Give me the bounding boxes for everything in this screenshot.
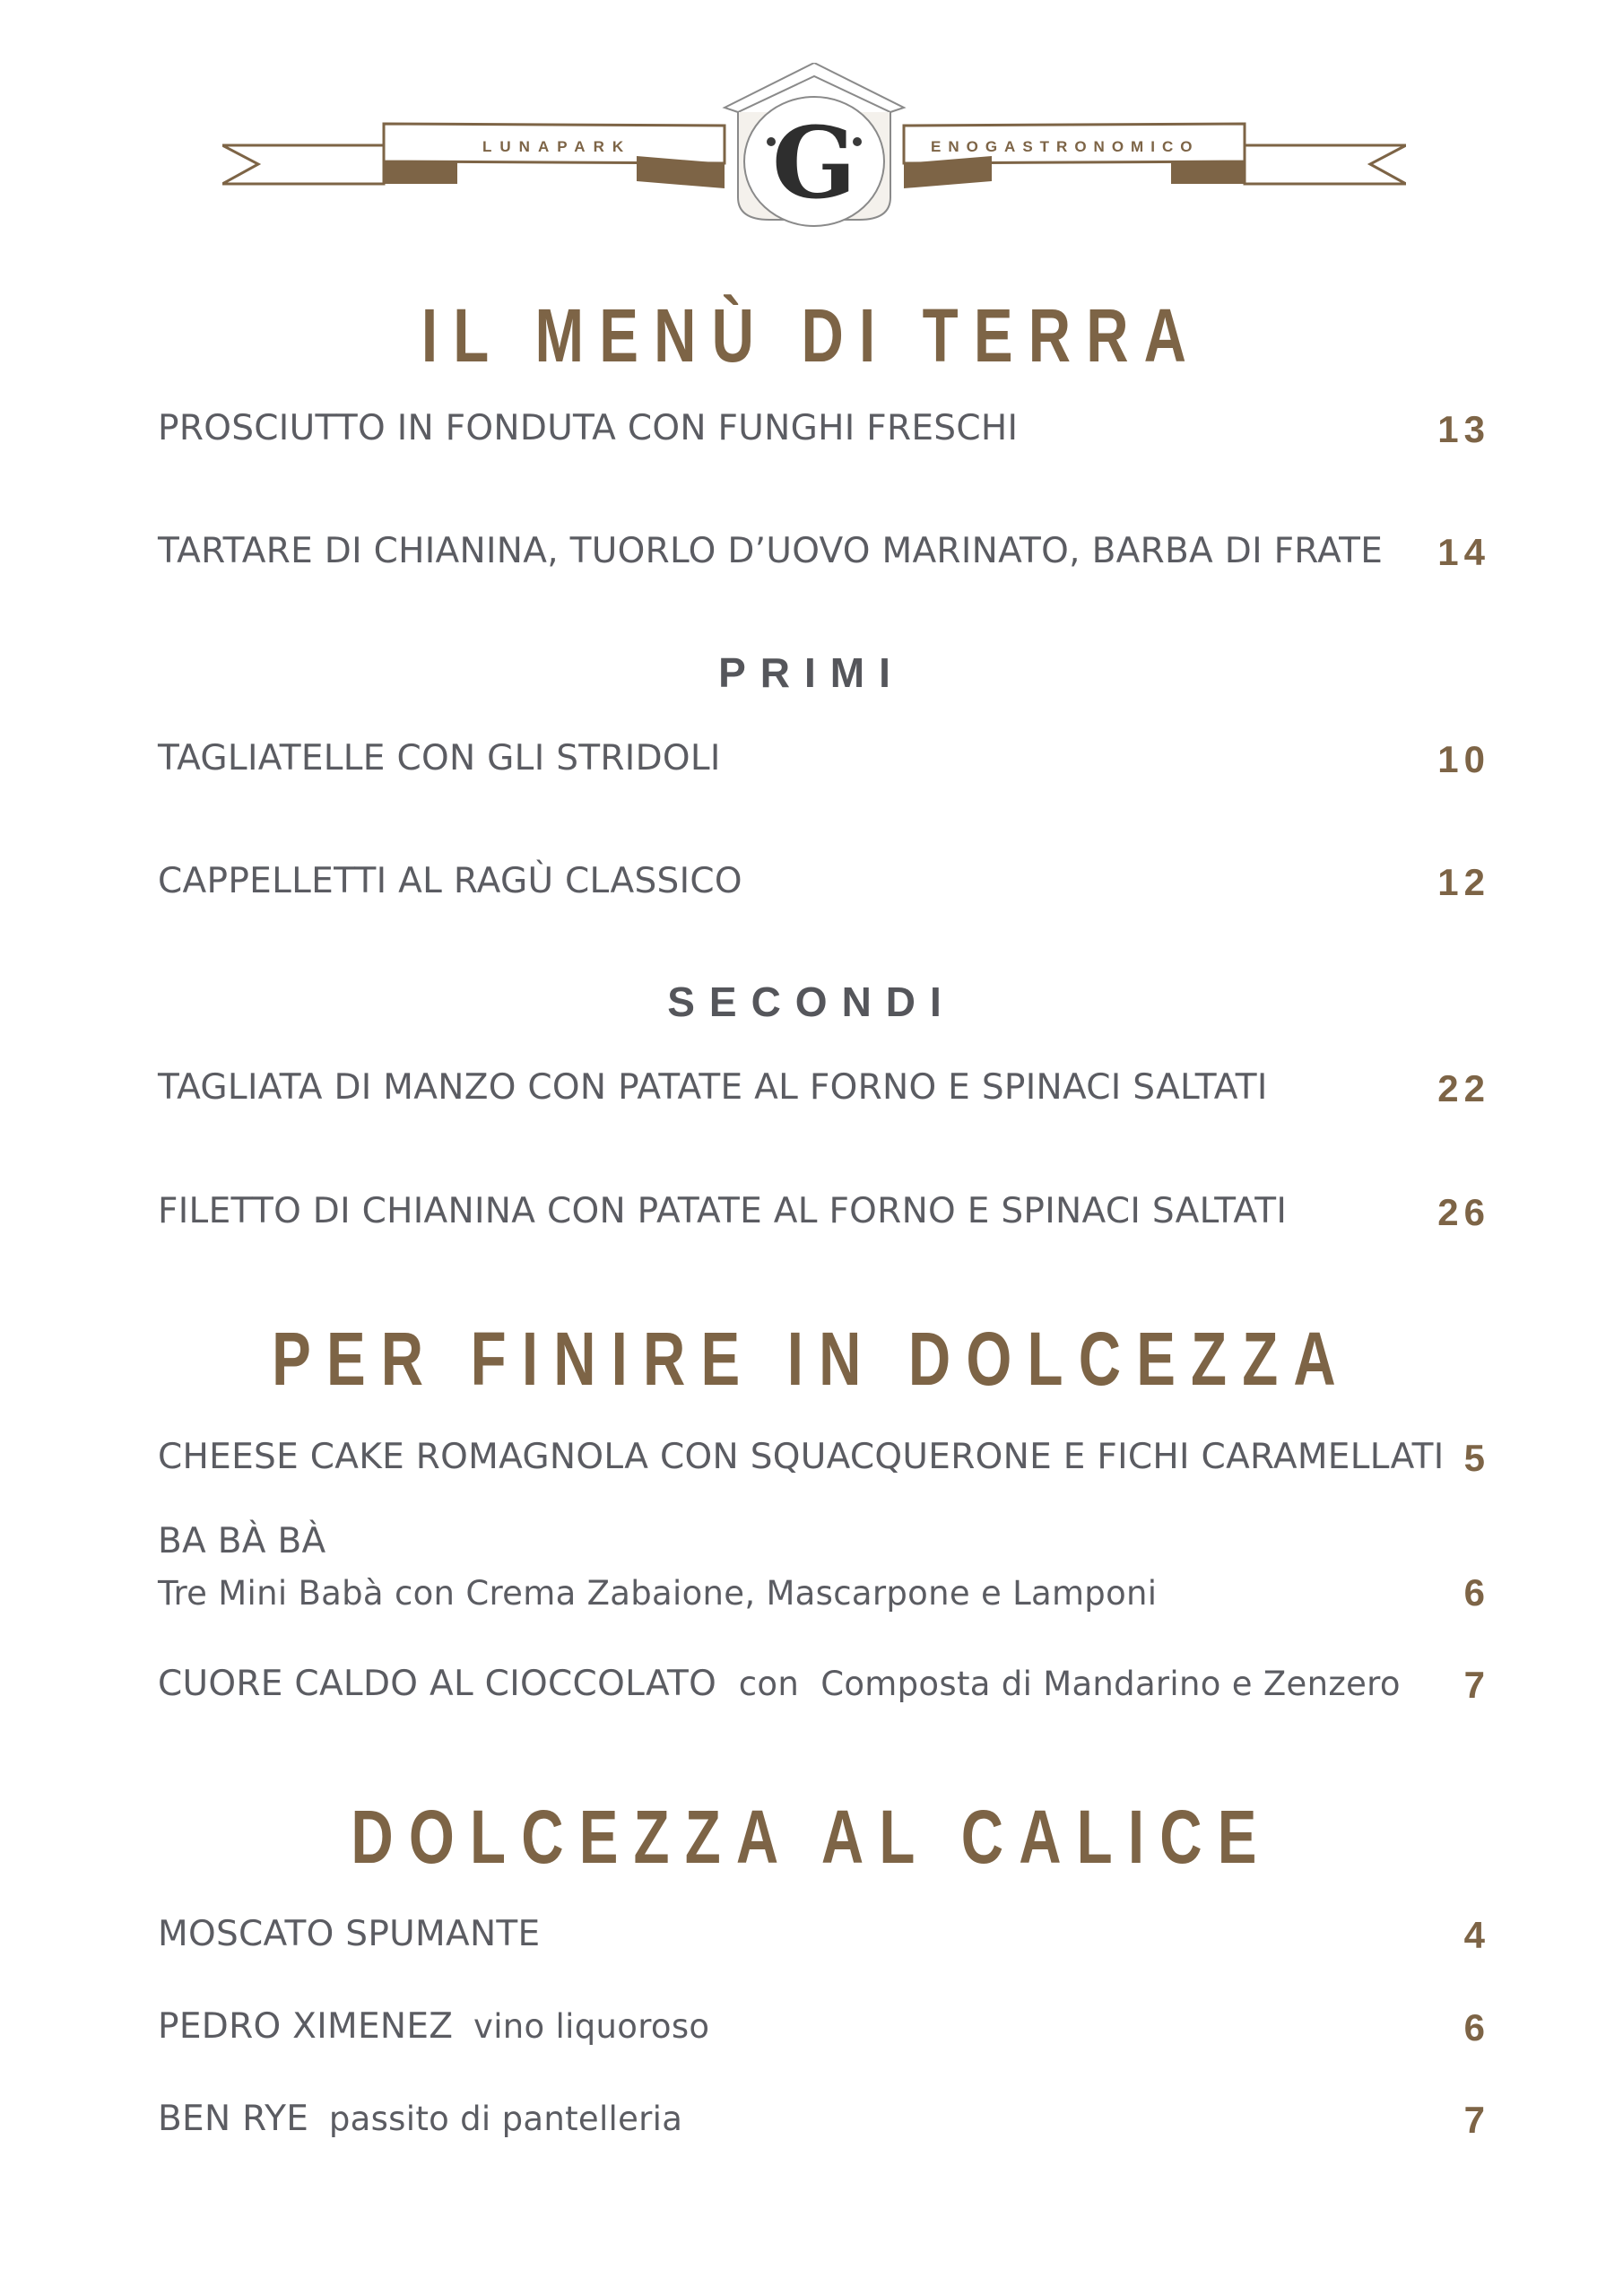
menu-item-bababa xyxy=(158,1522,1503,1613)
item-name: TAGLIATA DI MANZO CON PATATE AL FORNO E SPINACI SALTATI xyxy=(158,1067,1268,1108)
item-name: BEN RYE xyxy=(158,2099,309,2139)
section-title-primi: PRIMI xyxy=(718,649,905,696)
item-description: Tre Mini Babà con Crema Zabaione, Mascarpone e Lamponi xyxy=(158,1574,1158,1613)
price-filetto: 26 xyxy=(1437,1191,1490,1233)
menu-item-moscato xyxy=(158,1915,1503,1954)
item-name: PROSCIUTTO IN FONDUTA CON FUNGHI FRESCHI xyxy=(158,408,1019,448)
menu-item-pedro-ximenez xyxy=(158,2007,1503,2047)
item-description: passito di pantelleria xyxy=(328,2100,683,2138)
price-cuore-caldo: 7 xyxy=(1463,1664,1490,1706)
section-title-terra: IL MENÙ DI TERRA xyxy=(421,293,1202,378)
section-title-dolcezza: PER FINIRE IN DOLCEZZA xyxy=(272,1317,1351,1401)
item-name: PEDRO XIMENEZ xyxy=(158,2006,454,2047)
lunapark-logo xyxy=(222,63,1406,229)
price-prosciutto: 13 xyxy=(1437,408,1490,450)
menu-item-cuore-caldo xyxy=(158,1665,1503,1704)
item-name: MOSCATO SPUMANTE xyxy=(158,1914,541,1954)
price-moscato: 4 xyxy=(1463,1914,1490,1956)
section-title-secondi: SECONDI xyxy=(667,978,956,1025)
price-ben-rye: 7 xyxy=(1463,2099,1490,2141)
price-tartare: 14 xyxy=(1437,531,1490,573)
item-name: TARTARE DI CHIANINA, TUORLO D’UOVO MARINATO, BARBA DI FRATE xyxy=(158,531,1384,571)
item-name: FILETTO DI CHIANINA CON PATATE AL FORNO E SPINACI SALTATI xyxy=(158,1191,1288,1231)
logo-right-text: ENOGASTRONOMICO xyxy=(931,138,1200,155)
price-tagliata: 22 xyxy=(1437,1067,1490,1109)
price-bababa: 6 xyxy=(1463,1571,1490,1613)
menu-item-cappelletti xyxy=(158,862,1503,901)
item-name: CAPPELLETTI AL RAGÙ CLASSICO xyxy=(158,861,742,901)
menu-item-tagliata xyxy=(158,1068,1503,1108)
section-title-calice: DOLCEZZA AL CALICE xyxy=(351,1795,1272,1879)
item-description: con Composta di Mandarino e Zenzero xyxy=(738,1665,1401,1703)
menu-item-ben-rye xyxy=(158,2100,1503,2139)
item-name: CHEESE CAKE ROMAGNOLA CON SQUACQUERONE E FICHI CARAMELLATI xyxy=(158,1437,1445,1477)
item-name: TAGLIATELLE CON GLI STRIDOLI xyxy=(158,738,721,778)
menu-item-cheesecake xyxy=(158,1438,1503,1477)
item-description: vino liquoroso xyxy=(473,2007,710,2046)
logo-monogram: G xyxy=(772,105,856,221)
menu-item-filetto xyxy=(158,1192,1503,1231)
price-cheesecake: 5 xyxy=(1463,1437,1490,1479)
price-cappelletti: 12 xyxy=(1437,861,1490,903)
price-pedro-ximenez: 6 xyxy=(1463,2006,1490,2048)
item-name: CUORE CALDO AL CIOCCOLATO xyxy=(158,1664,717,1704)
menu-item-tagliatelle xyxy=(158,739,1503,778)
menu-item-prosciutto xyxy=(158,409,1503,448)
item-name: BA BÀ BÀ xyxy=(158,1521,326,1561)
price-tagliatelle: 10 xyxy=(1437,738,1490,780)
logo-left-text: LUNAPARK xyxy=(482,138,632,155)
menu-item-tartare xyxy=(158,532,1503,571)
